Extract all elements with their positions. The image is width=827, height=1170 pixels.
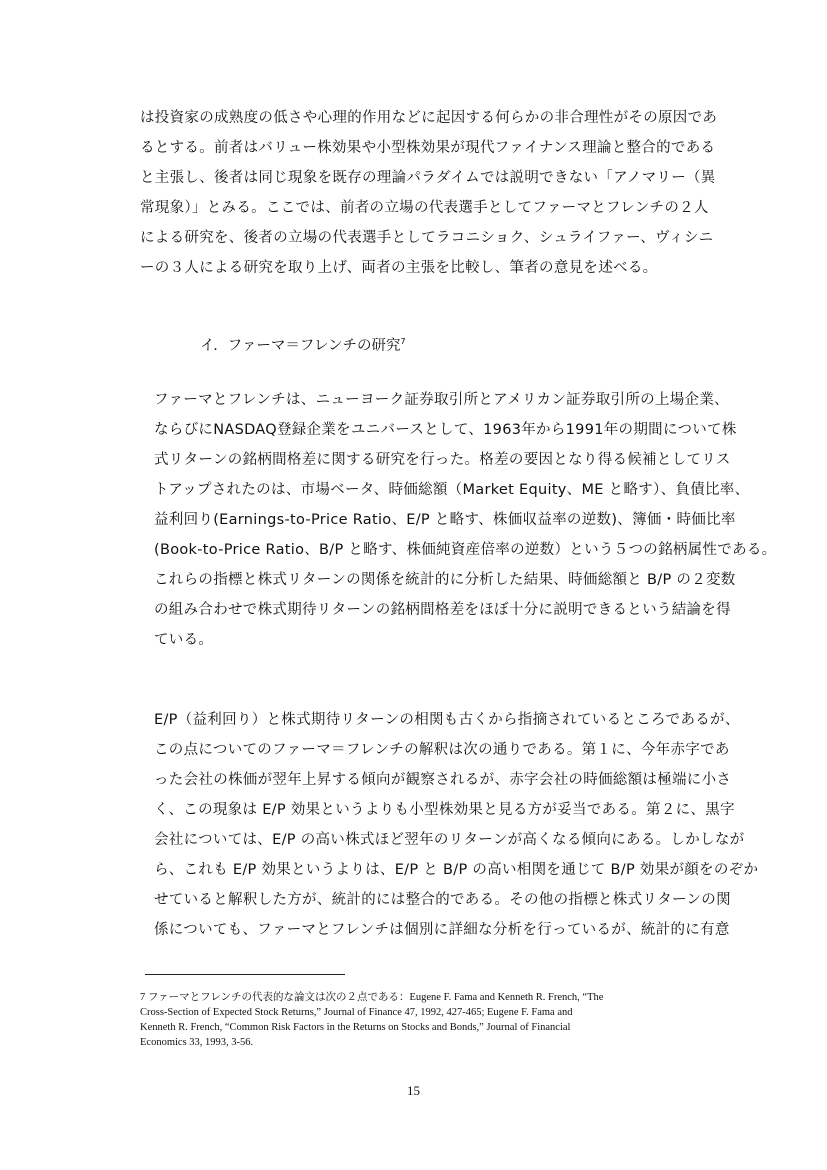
paragraph-line: く、この現象は E/P 効果というよりも小型株効果と見る方が妥当である。第２に、黒字	[154, 802, 735, 818]
paragraph-line: ら、これも E/P 効果というよりは、E/P と B/P の高い相関を通じて B/P 効果が顔をのぞか	[154, 862, 759, 878]
page-number: 15	[407, 1083, 420, 1098]
paragraph-line: は投資家の成熟度の低さや心理的作用などに起因する何らかの非合理性がその原因であ	[140, 110, 718, 126]
paragraph-line: と主張し、後者は同じ現象を既存の理論パラダイムでは説明できない「アノマリー（異	[140, 170, 716, 186]
paragraph-line: による研究を、後者の立場の代表選手としてラコニショク、シュライファー、ヴィシニ	[140, 230, 714, 246]
paragraph-2	[140, 385, 777, 655]
footnote	[140, 990, 720, 1050]
footnote-line: Kenneth R. French, “Common Risk Factors in the Returns on Stocks and Bonds,” Journal of Financial	[140, 1022, 571, 1033]
paragraph-line: った会社の株価が翌年上昇する傾向が観察されるが、赤字会社の時価総額は極端に小さ	[154, 772, 732, 788]
paragraph-line: ファーマとフレンチは、ニューヨーク証券取引所とアメリカン証券取引所の上場企業、	[154, 392, 729, 408]
paragraph-line: ならびにNASDAQ登録企業をユニバースとして、1963年から1991年の期間について株	[154, 422, 737, 438]
paragraph-line: トアップされたのは、市場ベータ、時価総額（Market Equity、ME と略す）、負債比率、	[154, 482, 750, 498]
paragraph-line: 式リターンの銘柄間格差に関する研究を行った。格差の要因となり得る候補としてリス	[154, 452, 731, 468]
paragraph-line: 会社については、E/P の高い株式ほど翌年のリターンが高くなる傾向にある。しかしなが	[154, 832, 745, 848]
paragraph-line: 益利回り(Earnings-to-Price Ratio、E/P と略す、株価収益率の逆数)、簿価・時価比率	[154, 512, 736, 528]
footnote-line: Cross-Section of Expected Stock Returns,” Journal of Finance 47, 1992, 427-465; Eugene F. Fama and	[140, 1007, 573, 1018]
footnote-reference: 7	[400, 337, 406, 346]
paragraph-line: ている。	[154, 632, 214, 648]
footnote-line: 7 ファーマとフレンチの代表的な論文は次の２点である：Eugene F. Fama and Kenneth R. French, “The	[140, 992, 604, 1003]
paragraph-line: るとする。前者はバリュー株効果や小型株効果が現代ファイナンス理論と整合的である	[140, 140, 716, 156]
paragraph-line: これらの指標と株式リターンの関係を統計的に分析した結果、時価総額と B/P の２変数	[154, 572, 736, 588]
paragraph-line: せていると解釈した方が、統計的には整合的である。その他の指標と株式リターンの関	[154, 892, 731, 908]
paragraph-line: ーの３人による研究を取り上げ、両者の主張を比較し、筆者の意見を述べる。	[140, 260, 658, 276]
paragraph-line: E/P（益利回り）と株式期待リターンの相関も古くから指摘されているところであるが、	[154, 712, 740, 728]
paragraph-line: の組み合わせで株式期待リターンの銘柄間格差をほぼ十分に説明できるという結論を得	[154, 602, 731, 618]
paragraph-3	[140, 705, 759, 945]
paragraph-line: この点についてのファーマ＝フレンチの解釈は次の通りである。第１に、今年赤字であ	[154, 742, 730, 758]
section-heading-text: イ．ファーマ＝フレンチの研究	[200, 337, 401, 354]
footnote-divider	[145, 974, 345, 975]
paragraph-line: (Book-to-Price Ratio、B/P と略す、株価純資産倍率の逆数）という５つの銘柄属性である。	[154, 542, 777, 558]
section-heading	[200, 327, 406, 361]
paragraph-line: 係についても、ファーマとフレンチは個別に詳細な分析を行っているが、統計的に有意	[154, 922, 730, 938]
paragraph-line: 常現象）」とみる。ここでは、前者の立場の代表選手としてファーマとフレンチの２人	[140, 200, 709, 216]
footnote-line: Economics 33, 1993, 3-56.	[140, 1037, 254, 1048]
paragraph-1	[140, 103, 720, 283]
